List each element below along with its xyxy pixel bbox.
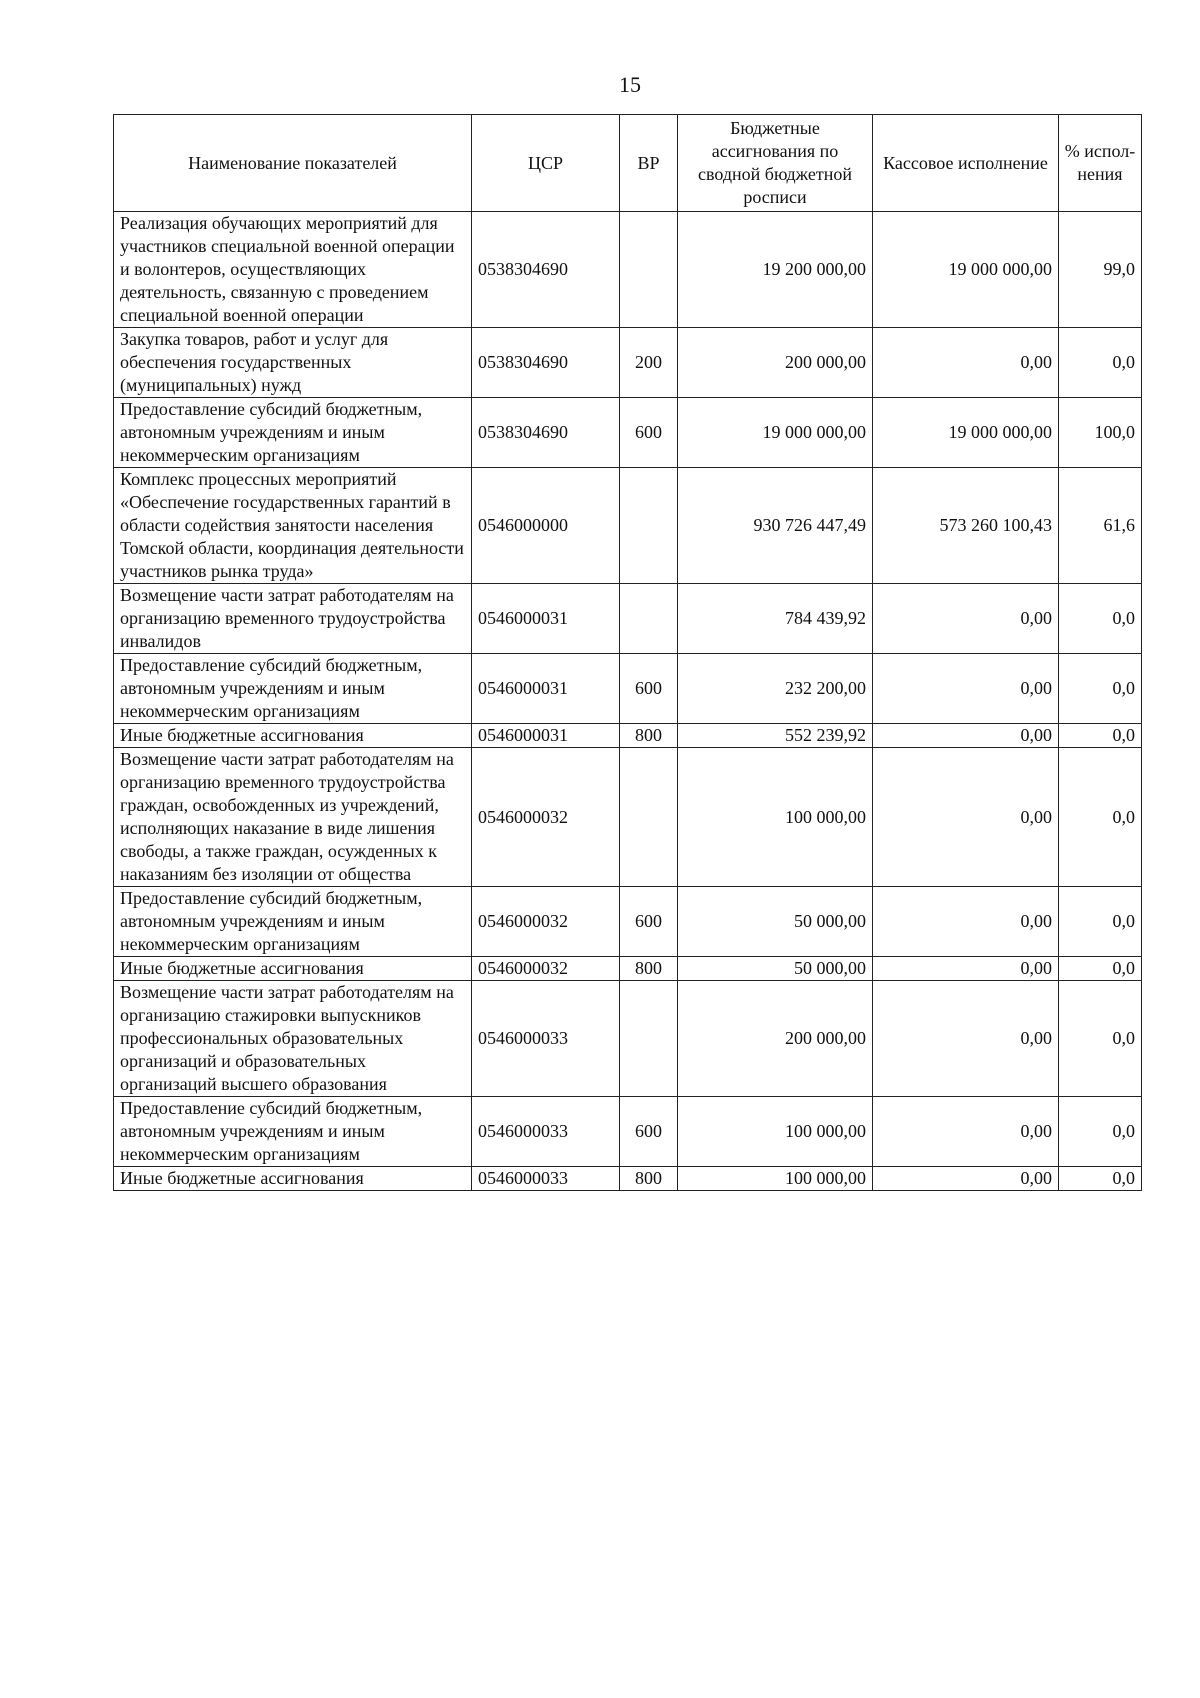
header-name: Наименование показателей [114, 115, 472, 212]
row-cash: 0,00 [873, 957, 1059, 981]
row-name: Предоставление субсидий бюджетным, автономным учреждениям и иным некоммерческим организациям [114, 654, 472, 724]
row-name: Иные бюджетные ассигнования [114, 724, 472, 748]
budget-execution-table [113, 114, 1142, 1191]
table-row [114, 887, 1142, 957]
table-row [114, 468, 1142, 584]
row-name: Закупка товаров, работ и услуг для обеспечения государственных (муниципальных) нужд [114, 328, 472, 398]
header-vr: ВР [620, 115, 678, 212]
row-csr: 0546000000 [472, 468, 620, 584]
row-vr [620, 212, 678, 328]
table-row [114, 328, 1142, 398]
row-cash: 0,00 [873, 981, 1059, 1097]
row-cash: 0,00 [873, 1097, 1059, 1167]
row-percent: 100,0 [1059, 398, 1142, 468]
row-budget: 200 000,00 [678, 981, 873, 1097]
table-row [114, 724, 1142, 748]
row-csr: 0546000032 [472, 887, 620, 957]
row-vr [620, 981, 678, 1097]
table-row [114, 212, 1142, 328]
row-cash: 19 000 000,00 [873, 212, 1059, 328]
row-percent: 0,0 [1059, 584, 1142, 654]
row-percent: 61,6 [1059, 468, 1142, 584]
header-budget: Бюджетные ассигнования по сводной бюджетной росписи [678, 115, 873, 212]
header-percent: % испол-нения [1059, 115, 1142, 212]
row-vr [620, 584, 678, 654]
row-name: Комплекс процессных мероприятий «Обеспечение государственных гарантий в области содействия занятости населения Томской области, координация деятельности участников рынка труда» [114, 468, 472, 584]
row-cash: 0,00 [873, 724, 1059, 748]
table-row [114, 584, 1142, 654]
row-budget: 19 200 000,00 [678, 212, 873, 328]
row-cash: 0,00 [873, 1167, 1059, 1191]
row-percent: 0,0 [1059, 957, 1142, 981]
table-row [114, 1167, 1142, 1191]
row-percent: 0,0 [1059, 328, 1142, 398]
row-cash: 0,00 [873, 584, 1059, 654]
row-budget: 50 000,00 [678, 957, 873, 981]
row-cash: 0,00 [873, 887, 1059, 957]
row-vr: 800 [620, 724, 678, 748]
row-percent: 0,0 [1059, 1167, 1142, 1191]
row-vr [620, 748, 678, 887]
row-cash: 0,00 [873, 328, 1059, 398]
row-budget: 100 000,00 [678, 1097, 873, 1167]
row-budget: 100 000,00 [678, 1167, 873, 1191]
row-csr: 0538304690 [472, 212, 620, 328]
row-name: Реализация обучающих мероприятий для участников специальной военной операции и волонтеров, осуществляющих деятельность, связанную с проведением специальной военной операции [114, 212, 472, 328]
row-cash: 0,00 [873, 654, 1059, 724]
row-name: Возмещение части затрат работодателям на организацию временного трудоустройства граждан, освобожденных из учреждений, исполняющих наказание в виде лишения свободы, а также граждан, осужденных к наказаниям без изоляции от общества [114, 748, 472, 887]
row-percent: 0,0 [1059, 654, 1142, 724]
row-name: Возмещение части затрат работодателям на организацию стажировки выпускников профессиональных образовательных организаций и образовательных организаций высшего образования [114, 981, 472, 1097]
row-percent: 99,0 [1059, 212, 1142, 328]
row-budget: 232 200,00 [678, 654, 873, 724]
row-budget: 100 000,00 [678, 748, 873, 887]
row-cash: 573 260 100,43 [873, 468, 1059, 584]
row-name: Предоставление субсидий бюджетным, автономным учреждениям и иным некоммерческим организациям [114, 887, 472, 957]
row-name: Иные бюджетные ассигнования [114, 1167, 472, 1191]
row-budget: 784 439,92 [678, 584, 873, 654]
row-csr: 0538304690 [472, 398, 620, 468]
row-csr: 0546000033 [472, 981, 620, 1097]
row-budget: 50 000,00 [678, 887, 873, 957]
row-csr: 0538304690 [472, 328, 620, 398]
table-row [114, 398, 1142, 468]
row-vr: 600 [620, 654, 678, 724]
row-percent: 0,0 [1059, 724, 1142, 748]
row-vr: 800 [620, 1167, 678, 1191]
row-cash: 19 000 000,00 [873, 398, 1059, 468]
row-vr: 200 [620, 328, 678, 398]
row-percent: 0,0 [1059, 1097, 1142, 1167]
row-csr: 0546000031 [472, 724, 620, 748]
row-name: Возмещение части затрат работодателям на организацию временного трудоустройства инвалидов [114, 584, 472, 654]
row-csr: 0546000032 [472, 748, 620, 887]
row-csr: 0546000032 [472, 957, 620, 981]
row-vr [620, 468, 678, 584]
table-header [114, 115, 1142, 212]
row-vr: 800 [620, 957, 678, 981]
row-budget: 552 239,92 [678, 724, 873, 748]
row-name: Иные бюджетные ассигнования [114, 957, 472, 981]
header-cash: Кассовое исполнение [873, 115, 1059, 212]
page-number: 15 [619, 72, 641, 97]
row-csr: 0546000033 [472, 1167, 620, 1191]
row-budget: 19 000 000,00 [678, 398, 873, 468]
header-row [114, 115, 1142, 212]
row-cash: 0,00 [873, 748, 1059, 887]
row-csr: 0546000031 [472, 584, 620, 654]
row-percent: 0,0 [1059, 981, 1142, 1097]
table-body [114, 212, 1142, 1191]
row-percent: 0,0 [1059, 748, 1142, 887]
table-row [114, 1097, 1142, 1167]
table-row [114, 981, 1142, 1097]
row-csr: 0546000033 [472, 1097, 620, 1167]
table-row [114, 654, 1142, 724]
row-vr: 600 [620, 398, 678, 468]
table-row [114, 957, 1142, 981]
row-csr: 0546000031 [472, 654, 620, 724]
row-name: Предоставление субсидий бюджетным, автономным учреждениям и иным некоммерческим организациям [114, 398, 472, 468]
row-percent: 0,0 [1059, 887, 1142, 957]
row-vr: 600 [620, 887, 678, 957]
row-name: Предоставление субсидий бюджетным, автономным учреждениям и иным некоммерческим организациям [114, 1097, 472, 1167]
table-row [114, 748, 1142, 887]
row-budget: 930 726 447,49 [678, 468, 873, 584]
header-csr: ЦСР [472, 115, 620, 212]
row-budget: 200 000,00 [678, 328, 873, 398]
row-vr: 600 [620, 1097, 678, 1167]
